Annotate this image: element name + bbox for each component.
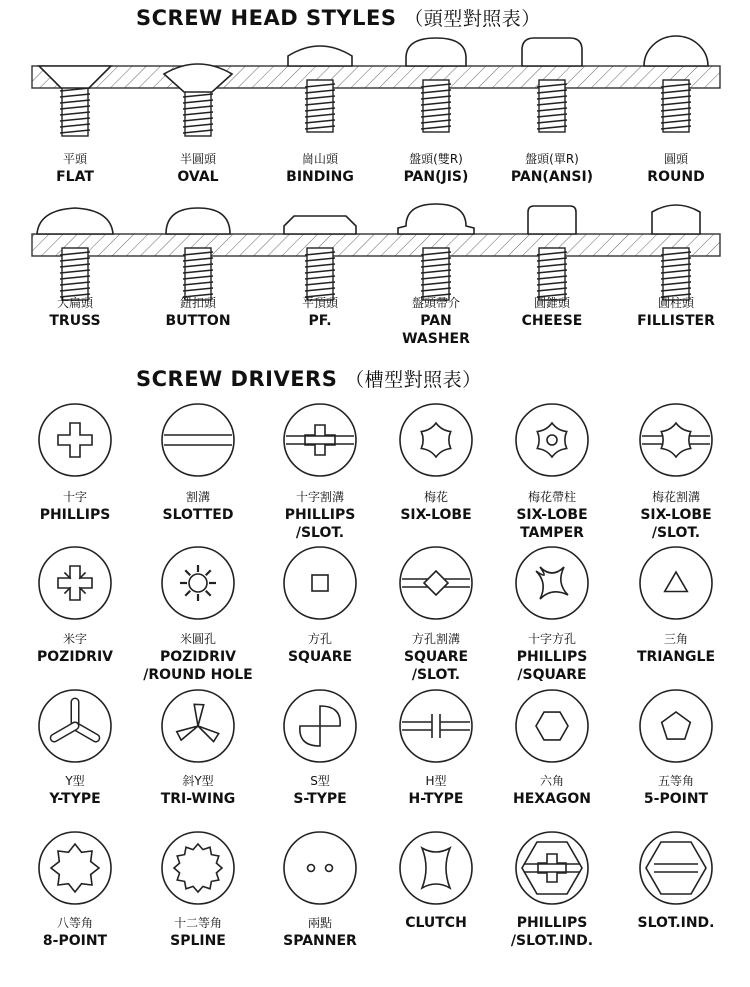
oval-head-screw-icon xyxy=(164,64,232,136)
driver-label-en: 8-POINT xyxy=(42,933,108,949)
head-label-en: OVAL xyxy=(177,169,219,185)
head-label-en: PAN(JIS) xyxy=(403,169,469,185)
driver-label-zh: 兩點 xyxy=(307,916,332,930)
head-label-zh: 圓錐頭 xyxy=(533,296,570,310)
driver-label xyxy=(15,488,135,524)
driver-label-en: PHILLIPS xyxy=(39,507,111,523)
driver-label xyxy=(260,772,380,808)
driver-label-en: SLOT.IND. xyxy=(637,915,715,931)
slotted-drive-icon xyxy=(162,404,234,476)
pf-head-screw-icon xyxy=(284,216,356,300)
driver-label-en: SIX-LOBE /SLOT. xyxy=(640,507,712,541)
head-label xyxy=(15,294,135,330)
phillips-square-drive-icon xyxy=(516,547,588,619)
head-label xyxy=(376,294,496,348)
head-label-en: TRUSS xyxy=(49,313,101,329)
driver-label-en: SIX-LOBE TAMPER xyxy=(516,507,588,541)
y-type-drive-icon xyxy=(39,690,111,762)
clutch-drive-icon xyxy=(400,832,472,904)
driver-label xyxy=(616,772,736,808)
six-lobe-slot-drive-icon xyxy=(640,404,712,476)
driver-label-en: TRI-WING xyxy=(160,791,236,807)
driver-label xyxy=(376,630,496,684)
six-lobe-drive-icon xyxy=(400,404,472,476)
driver-label xyxy=(376,914,496,932)
head-label xyxy=(260,294,380,330)
head-label-en: PF. xyxy=(308,313,332,329)
square-slot-drive-icon xyxy=(400,547,472,619)
driver-label-zh: 三角 xyxy=(663,632,688,646)
head-label xyxy=(616,294,736,330)
driver-label-zh: 五等角 xyxy=(657,774,694,788)
head-label-zh: 崗山頭 xyxy=(301,152,338,166)
driver-label-zh: 梅花割溝 xyxy=(651,490,700,504)
hexagon-drive-icon xyxy=(516,690,588,762)
driver-label-en: PHILLIPS /SLOT.IND. xyxy=(510,915,594,949)
flat-head-screw-icon xyxy=(39,66,111,136)
driver-label-en: PHILLIPS /SLOT. xyxy=(284,507,356,541)
head-styles-title-text: SCREW HEAD STYLES xyxy=(136,6,397,30)
driver-label-zh: 六角 xyxy=(539,774,564,788)
phillips-slot-ind-drive-icon xyxy=(516,832,588,904)
driver-label-zh: Y型 xyxy=(65,774,85,788)
spanner-drive-icon xyxy=(284,832,356,904)
head-label-zh: 圓柱頭 xyxy=(657,296,694,310)
head-label-en: ROUND xyxy=(647,169,705,185)
driver-label xyxy=(15,630,135,666)
driver-label-zh: 方孔割溝 xyxy=(411,632,460,646)
driver-label-zh: 十字方孔 xyxy=(527,632,576,646)
triangle-drive-icon xyxy=(640,547,712,619)
driver-label-zh: 梅花 xyxy=(423,490,448,504)
driver-label xyxy=(260,914,380,950)
pozidriv-round-hole-drive-icon xyxy=(162,547,234,619)
head-styles-title-cjk: （頭型對照表） xyxy=(404,8,541,30)
driver-label-zh: H型 xyxy=(425,774,447,788)
driver-label-zh: 米字 xyxy=(62,632,87,646)
s-type-drive-icon xyxy=(284,690,356,762)
driver-label-en: SPLINE xyxy=(170,933,226,949)
head-label-en: PAN WASHER xyxy=(402,313,470,347)
driver-label-zh: 斜Y型 xyxy=(182,774,214,788)
driver-label-en: SLOTTED xyxy=(162,507,234,523)
driver-label-en: POZIDRIV xyxy=(37,649,113,665)
driver-label-zh: 十二等角 xyxy=(173,916,222,930)
screw-drivers-title-text: SCREW DRIVERS xyxy=(136,367,338,391)
tri-wing-drive-icon xyxy=(162,690,234,762)
driver-label-zh: 梅花帶柱 xyxy=(527,490,576,504)
driver-label-zh: 八等角 xyxy=(56,916,93,930)
screw-drivers-title-cjk: （槽型對照表） xyxy=(345,369,482,391)
driver-label-en: 5-POINT xyxy=(643,791,709,807)
phillips-drive-icon xyxy=(39,404,111,476)
head-label-zh: 盤頭帶介 xyxy=(411,296,460,310)
driver-label-zh: 十字割溝 xyxy=(295,490,344,504)
head-label-en: BUTTON xyxy=(165,313,231,329)
driver-label xyxy=(616,488,736,542)
driver-label xyxy=(260,630,380,666)
driver-label xyxy=(15,772,135,808)
driver-label-en: SIX-LOBE xyxy=(400,507,472,523)
head-label-en: FILLISTER xyxy=(637,313,715,329)
driver-label xyxy=(138,488,258,524)
head-label-en: PAN(ANSI) xyxy=(510,169,594,185)
driver-label xyxy=(138,772,258,808)
h-type-drive-icon xyxy=(400,690,472,762)
driver-label-en: POZIDRIV /ROUND HOLE xyxy=(143,649,253,683)
head-label-zh: 平頂頭 xyxy=(301,296,338,310)
head-label-zh: 盤頭(雙R) xyxy=(409,152,463,166)
driver-label xyxy=(492,488,612,542)
driver-label-en: Y-TYPE xyxy=(49,791,101,807)
driver-label-en: HEXAGON xyxy=(512,791,592,807)
pozidriv-drive-icon xyxy=(39,547,111,619)
driver-label xyxy=(616,630,736,666)
driver-label-zh: S型 xyxy=(310,774,330,788)
driver-label-en: TRIANGLE xyxy=(636,649,716,665)
head-label xyxy=(138,150,258,186)
driver-label-en: CLUTCH xyxy=(405,915,467,931)
driver-label-en: SQUARE xyxy=(287,649,353,665)
head-label xyxy=(492,294,612,330)
head-label xyxy=(15,150,135,186)
driver-label-en: PHILLIPS /SQUARE xyxy=(516,649,588,683)
five-point-drive-icon xyxy=(640,690,712,762)
head-label-zh: 半圓頭 xyxy=(179,152,216,166)
head-label xyxy=(616,150,736,186)
head-label-en: CHEESE xyxy=(521,313,583,329)
head-label-en: FLAT xyxy=(56,169,94,185)
driver-label xyxy=(492,914,612,950)
spline-drive-icon xyxy=(162,832,234,904)
phillips-slot-drive-icon xyxy=(284,404,356,476)
driver-label xyxy=(260,488,380,542)
six-lobe-tamper-drive-icon xyxy=(516,404,588,476)
driver-label xyxy=(15,914,135,950)
head-label-en: BINDING xyxy=(286,169,354,185)
head-label xyxy=(492,150,612,186)
driver-label-en: SPANNER xyxy=(283,933,357,949)
driver-label xyxy=(492,772,612,808)
driver-label-en: S-TYPE xyxy=(293,791,347,807)
driver-label-zh: 米圓孔 xyxy=(179,632,216,646)
driver-label-zh: 方孔 xyxy=(307,632,332,646)
slot-ind-drive-icon xyxy=(640,832,712,904)
driver-label-en: SQUARE /SLOT. xyxy=(403,649,469,683)
head-label-zh: 圓頭 xyxy=(663,152,688,166)
binding-head-screw-icon xyxy=(288,46,352,132)
head-label-zh: 平頭 xyxy=(62,152,87,166)
driver-label xyxy=(138,630,258,684)
driver-label-zh: 割溝 xyxy=(185,490,210,504)
driver-label-en: H-TYPE xyxy=(408,791,464,807)
driver-label xyxy=(376,488,496,524)
driver-label-zh: 十字 xyxy=(62,490,87,504)
head-label-zh: 大扁頭 xyxy=(56,296,93,310)
head-label-zh: 盤頭(單R) xyxy=(525,152,579,166)
head-label-zh: 鈕扣頭 xyxy=(179,296,216,310)
driver-label xyxy=(138,914,258,950)
driver-label xyxy=(616,914,736,932)
driver-label xyxy=(492,630,612,684)
driver-label xyxy=(376,772,496,808)
eight-point-drive-icon xyxy=(39,832,111,904)
head-label xyxy=(260,150,380,186)
head-label xyxy=(376,150,496,186)
head-label xyxy=(138,294,258,330)
square-drive-icon xyxy=(284,547,356,619)
